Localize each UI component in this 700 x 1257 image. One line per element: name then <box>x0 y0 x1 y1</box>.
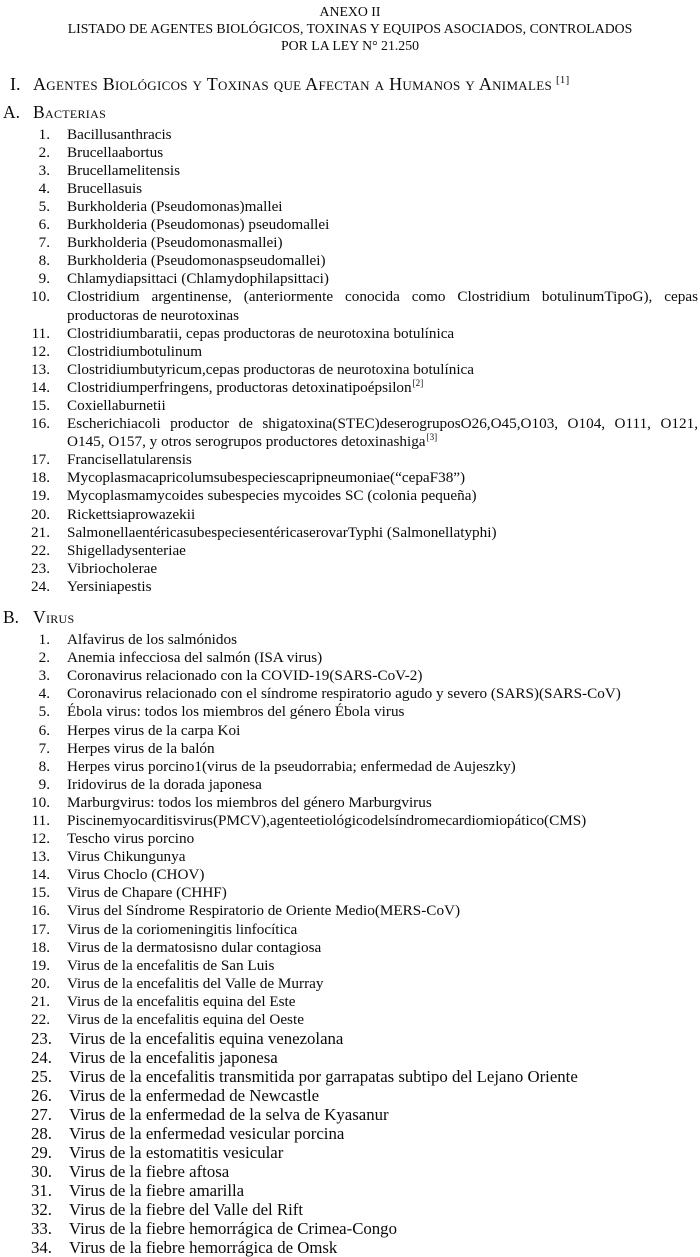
agent-name: Alfavirus de los salmónidos <box>67 631 237 649</box>
list-item-text <box>67 506 698 524</box>
list-item-number: 3. <box>38 161 50 179</box>
agent-name: Clostridiumbotulinum <box>67 342 203 360</box>
list-item <box>0 343 700 361</box>
subsection-letter: B. <box>3 607 20 628</box>
list-item <box>0 451 700 469</box>
agent-name: Virus Chikungunya <box>67 848 186 866</box>
list-item-text <box>67 667 698 685</box>
list-item <box>0 506 700 524</box>
list-item <box>0 921 700 939</box>
list-item-number: 23. <box>31 1029 52 1049</box>
agent-name: Virus de la enfermedad de la selva de Kyasanur <box>69 1105 389 1125</box>
list-item-number: 14. <box>31 378 50 396</box>
list-item <box>0 1143 700 1162</box>
list-item-text <box>67 343 698 361</box>
list-item-number: 17. <box>31 920 50 938</box>
agent-name: Virus de la encefalitis equina del Oeste <box>67 1011 304 1029</box>
list-item-text <box>67 469 698 487</box>
list-item-text <box>67 198 698 216</box>
list-item-number: 6. <box>38 216 50 234</box>
list-item-text <box>69 1067 698 1086</box>
list-item-text <box>69 1238 698 1257</box>
list-item-text <box>67 162 698 180</box>
list-item <box>0 957 700 975</box>
list-item-text <box>69 1124 698 1143</box>
subsection-heading <box>0 606 700 628</box>
list-item-number: 28. <box>31 1124 52 1144</box>
list-item <box>0 794 700 812</box>
subsections <box>0 101 700 1257</box>
footnote-ref: [2] <box>412 377 424 388</box>
list-item <box>0 270 700 288</box>
list-item-number: 30. <box>31 1162 52 1182</box>
list-item <box>0 1086 700 1105</box>
list-item-text <box>67 685 698 703</box>
list-item-text <box>67 144 698 162</box>
list-item <box>0 722 700 740</box>
list-item-text <box>67 993 698 1011</box>
section-title <box>33 73 570 95</box>
list-item-text <box>67 794 698 812</box>
list-item-number: 3. <box>38 667 50 685</box>
list-item-number: 19. <box>31 487 50 505</box>
list-item-text <box>67 812 698 830</box>
list-item <box>0 902 700 920</box>
list-item-text <box>67 921 698 939</box>
list-item <box>0 649 700 667</box>
list-item-text <box>69 1181 698 1200</box>
list-item-number: 24. <box>31 1048 52 1068</box>
list-item <box>0 884 700 902</box>
agent-name: Virus de la encefalitis del Valle de Murray <box>67 974 324 992</box>
list-item-text <box>69 1105 698 1124</box>
list-item-text <box>69 1029 698 1048</box>
list-item-number: 2. <box>38 649 50 667</box>
list-item-text <box>67 1011 698 1029</box>
law-reference-line: POR LA LEY N° 21.250 <box>281 38 419 54</box>
list-item-number: 10. <box>31 288 50 306</box>
list-item <box>0 1181 700 1200</box>
list-item-number: 8. <box>38 757 50 775</box>
list-item-text <box>69 1143 698 1162</box>
list-item <box>0 776 700 794</box>
list-item <box>0 126 700 144</box>
list-item-text <box>67 216 698 234</box>
list-item-number: 6. <box>38 721 50 739</box>
list-item <box>0 325 700 343</box>
agent-name: Virus de la enfermedad de Newcastle <box>69 1086 320 1106</box>
list-item-number: 16. <box>31 902 50 920</box>
list-item-text <box>67 252 698 270</box>
list-item-number: 1. <box>38 125 50 143</box>
list-item-text <box>67 415 698 451</box>
list-item-number: 5. <box>38 197 50 215</box>
list-item-number: 22. <box>31 1011 50 1029</box>
list-item-number: 17. <box>31 451 50 469</box>
agent-name: Francisellatularensis <box>67 451 192 469</box>
list-item-number: 24. <box>31 577 50 595</box>
list-item-number: 4. <box>38 685 50 703</box>
agent-name: Herpes virus de la carpa Koi <box>67 721 241 739</box>
list-item <box>0 162 700 180</box>
section-title-text: Agentes Biológicos y Toxinas que Afectan a Humanos y Animales <box>33 73 552 94</box>
agent-name: Escherichiacoli productor de shigatoxina(STEC)deserogruposO26,O45,O103, O104, O111, O121, O145, O157, y otros serogrupos productores detoxinashiga <box>67 415 698 451</box>
list-item-number: 12. <box>31 342 50 360</box>
agent-name: Burkholderia (Pseudomonas) pseudomallei <box>67 216 330 234</box>
list-item-text <box>67 776 698 794</box>
list-item-text <box>69 1200 698 1219</box>
list-item <box>0 415 700 451</box>
list-item <box>0 469 700 487</box>
agent-name: Virus de la encefalitis equina del Este <box>67 992 296 1010</box>
list-item <box>0 578 700 596</box>
list-item-number: 21. <box>31 992 50 1010</box>
list-item-number: 2. <box>38 143 50 161</box>
list-item-number: 10. <box>31 793 50 811</box>
list-item-text <box>67 884 698 902</box>
list-item-number: 29. <box>31 1143 52 1163</box>
list-item-text <box>67 649 698 667</box>
agent-name: Herpes virus porcino1(virus de la pseudorrabia; enfermedad de Aujeszky) <box>67 757 516 775</box>
agent-name: Clostridiumperfringens, productoras detoxinatipoépsilon <box>67 378 412 396</box>
list-item-number: 18. <box>31 469 50 487</box>
list-item-text <box>67 451 698 469</box>
subsection-heading <box>0 101 700 123</box>
agent-list <box>0 126 700 596</box>
list-item-number: 13. <box>31 848 50 866</box>
list-item-text <box>67 758 698 776</box>
list-item <box>0 1067 700 1086</box>
list-item-text <box>67 379 698 397</box>
subsection-title: Bacterias <box>33 101 107 122</box>
list-item-text <box>67 578 698 596</box>
list-item-number: 15. <box>31 884 50 902</box>
list-item-text <box>67 975 698 993</box>
list-item-text <box>67 397 698 415</box>
list-item <box>0 524 700 542</box>
agent-name: Virus de la fiebre aftosa <box>69 1162 230 1182</box>
list-item-number: 9. <box>38 270 50 288</box>
list-item-text <box>67 957 698 975</box>
list-item <box>0 1048 700 1067</box>
agent-name: Burkholderia (Pseudomonasmallei) <box>67 234 283 252</box>
list-item-number: 9. <box>38 775 50 793</box>
list-item <box>0 1105 700 1124</box>
list-item <box>0 542 700 560</box>
agent-name: Clostridiumbutyricum,cepas productoras de neurotoxina botulínica <box>67 360 475 378</box>
list-item <box>0 631 700 649</box>
agent-list <box>0 631 700 1257</box>
agent-name: Virus de la fiebre hemorrágica de Crimea-Congo <box>69 1219 397 1239</box>
list-item-number: 16. <box>31 415 50 433</box>
agent-name: Virus del Síndrome Respiratorio de Oriente Medio(MERS-CoV) <box>67 902 461 920</box>
list-item <box>0 1162 700 1181</box>
list-item <box>0 993 700 1011</box>
list-item <box>0 288 700 324</box>
list-item-number: 14. <box>31 866 50 884</box>
agent-name: Brucellaabortus <box>67 143 164 161</box>
agent-name: Coxiellaburnetii <box>67 397 166 415</box>
list-item-number: 11. <box>31 324 50 342</box>
list-item-text <box>67 703 698 721</box>
list-item <box>0 361 700 379</box>
subsection-letter: A. <box>3 101 21 122</box>
agent-name: Virus de la fiebre del Valle del Rift <box>69 1200 304 1220</box>
agent-name: Virus Choclo (CHOV) <box>67 866 205 884</box>
list-item-text <box>67 939 698 957</box>
list-item <box>0 830 700 848</box>
list-item-number: 20. <box>31 974 50 992</box>
agent-name: Virus de la dermatosisno dular contagiosa <box>67 938 322 956</box>
list-item <box>0 975 700 993</box>
agent-name: Virus de la encefalitis transmitida por garrapatas subtipo del Lejano Oriente <box>69 1067 578 1087</box>
agent-name: Virus de la encefalitis equina venezolana <box>69 1029 344 1049</box>
list-item-number: 27. <box>31 1105 52 1125</box>
list-item <box>0 1124 700 1143</box>
agent-name: Tescho virus porcino <box>67 830 195 848</box>
agent-name: Clostridium argentinense, (anteriormente conocida como Clostridium botulinumTipoG), cepas productoras de neurotoxinas <box>67 288 698 324</box>
list-item-number: 11. <box>31 811 50 829</box>
agent-name: Iridovirus de la dorada japonesa <box>67 775 262 793</box>
list-item-number: 4. <box>38 179 50 197</box>
list-item <box>0 1029 700 1048</box>
list-item <box>0 1200 700 1219</box>
agent-name: Virus de la fiebre amarilla <box>69 1181 245 1201</box>
list-item-text <box>69 1219 698 1238</box>
list-item-number: 13. <box>31 360 50 378</box>
agent-name: Vibriocholerae <box>67 559 158 577</box>
footnote-ref: [3] <box>426 432 438 443</box>
subsection-title: Virus <box>33 607 75 628</box>
list-item <box>0 667 700 685</box>
agent-name: Clostridiumbaratii, cepas productoras de neurotoxina botulínica <box>67 324 455 342</box>
list-item-text <box>69 1048 698 1067</box>
list-item-number: 26. <box>31 1086 52 1106</box>
list-item <box>0 703 700 721</box>
agent-name: Shigelladysenteriae <box>67 541 186 559</box>
list-item <box>0 812 700 830</box>
list-item-text <box>67 524 698 542</box>
agent-name: Yersiniapestis <box>67 577 152 595</box>
list-item-number: 8. <box>38 252 50 270</box>
agent-name: Coronavirus relacionado con la COVID-19(SARS-CoV-2) <box>67 667 423 685</box>
agent-name: SalmonellaentéricasubespeciesentéricaserovarTyphi (Salmonellatyphi) <box>67 523 497 541</box>
list-item-number: 7. <box>38 739 50 757</box>
agent-name: Virus de la enfermedad vesicular porcina <box>69 1124 345 1144</box>
list-item <box>0 180 700 198</box>
agent-name: Burkholderia (Pseudomonas)mallei <box>67 197 283 215</box>
list-item <box>0 379 700 397</box>
list-item-number: 5. <box>38 703 50 721</box>
agent-name: Virus de la coriomeningitis linfocítica <box>67 920 298 938</box>
list-item <box>0 939 700 957</box>
list-item-text <box>67 325 698 343</box>
annex-title: ANEXO II <box>319 4 381 19</box>
list-item-text <box>67 866 698 884</box>
list-item-number: 23. <box>31 559 50 577</box>
list-item-text <box>67 902 698 920</box>
section-heading <box>0 73 700 95</box>
list-item <box>0 1011 700 1029</box>
list-item-number: 15. <box>31 397 50 415</box>
list-item-text <box>67 270 698 288</box>
list-item-text <box>67 180 698 198</box>
agent-name: Virus de la fiebre hemorrágica de Omsk <box>69 1238 338 1257</box>
list-item <box>0 560 700 578</box>
list-item <box>0 1238 700 1257</box>
list-item-text <box>67 361 698 379</box>
list-item <box>0 685 700 703</box>
list-item <box>0 216 700 234</box>
subsection <box>0 606 700 1257</box>
agent-name: Marburgvirus: todos los miembros del género Marburgvirus <box>67 793 432 811</box>
agent-name: Bacillusanthracis <box>67 125 172 143</box>
agent-name: Mycoplasmacapricolumsubespeciescapripneumoniae(“cepaF38”) <box>67 469 466 487</box>
agent-name: Anemia infecciosa del salmón (ISA virus) <box>67 649 323 667</box>
list-item-number: 20. <box>31 505 50 523</box>
subsection <box>0 101 700 596</box>
list-item <box>0 758 700 776</box>
list-item-text <box>67 126 698 144</box>
list-item-number: 33. <box>31 1219 52 1239</box>
list-item-number: 12. <box>31 830 50 848</box>
list-item-text <box>67 740 698 758</box>
agent-name: Virus de la encefalitis de San Luis <box>67 956 275 974</box>
list-item-text <box>67 234 698 252</box>
list-item <box>0 198 700 216</box>
list-item <box>0 866 700 884</box>
list-item-text <box>67 487 698 505</box>
footnote-ref: [1] <box>556 73 570 86</box>
list-item-text <box>67 631 698 649</box>
list-item-text <box>67 560 698 578</box>
list-item-number: 18. <box>31 938 50 956</box>
list-item <box>0 740 700 758</box>
list-item-number: 22. <box>31 541 50 559</box>
list-item <box>0 1219 700 1238</box>
list-item-text <box>69 1086 698 1105</box>
list-item-number: 21. <box>31 523 50 541</box>
document-title-line: LISTADO DE AGENTES BIOLÓGICOS, TOXINAS Y EQUIPOS ASOCIADOS, CONTROLADOS <box>67 21 633 37</box>
list-item-text <box>67 848 698 866</box>
list-item-text <box>67 288 698 324</box>
list-item <box>0 144 700 162</box>
list-item-number: 1. <box>38 631 50 649</box>
agent-name: Virus de la estomatitis vesicular <box>69 1143 284 1163</box>
list-item-number: 31. <box>31 1181 52 1201</box>
list-item <box>0 848 700 866</box>
list-item-text <box>67 830 698 848</box>
section-numeral: I. <box>10 73 21 94</box>
list-item-number: 32. <box>31 1200 52 1220</box>
list-item <box>0 234 700 252</box>
list-item-text <box>67 542 698 560</box>
agent-name: Coronavirus relacionado con el síndrome respiratorio agudo y severo (SARS)(SARS-CoV) <box>67 685 621 703</box>
agent-name: Chlamydiapsittaci (Chlamydophilapsittaci) <box>67 270 329 288</box>
agent-name: Virus de la encefalitis japonesa <box>69 1048 278 1068</box>
agent-name: Piscinemyocarditisvirus(PMCV),agenteetiológicodelsíndromecardiomiopático(CMS) <box>67 811 587 829</box>
list-item-number: 34. <box>31 1238 52 1257</box>
agent-name: Mycoplasmamycoides subespecies mycoides SC (colonia pequeña) <box>67 487 477 505</box>
list-item <box>0 487 700 505</box>
agent-name: Brucellasuis <box>67 179 143 197</box>
list-item-number: 25. <box>31 1067 52 1087</box>
agent-name: Ébola virus: todos los miembros del género Ébola virus <box>67 703 405 721</box>
list-item-text <box>69 1162 698 1181</box>
document-header <box>0 0 700 55</box>
agent-name: Herpes virus de la balón <box>67 739 215 757</box>
agent-name: Rickettsiaprowazekii <box>67 505 196 523</box>
agent-name: Burkholderia (Pseudomonaspseudomallei) <box>67 252 326 270</box>
agent-name: Virus de Chapare (CHHF) <box>67 884 227 902</box>
list-item-number: 7. <box>38 234 50 252</box>
list-item-number: 19. <box>31 956 50 974</box>
agent-name: Brucellamelitensis <box>67 161 181 179</box>
list-item <box>0 397 700 415</box>
list-item-text <box>67 722 698 740</box>
list-item <box>0 252 700 270</box>
